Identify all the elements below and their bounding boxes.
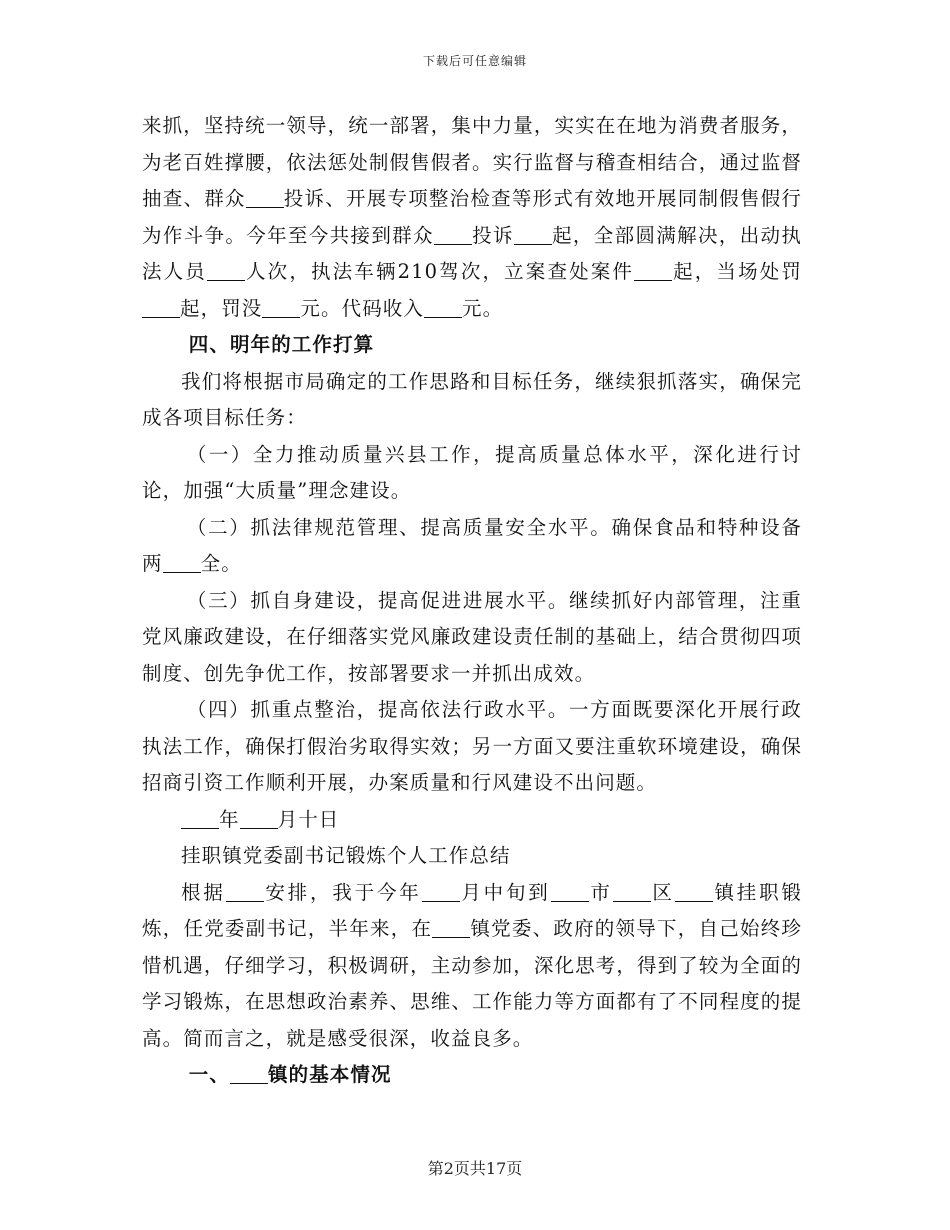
blank: [240, 808, 278, 829]
blank: [424, 297, 462, 318]
paragraph-plan-4: （四）抓重点整治，提高依法行政水平。一方面既要深化开展行政执法工作，确保打假治劣取得实效；另一方面又要注重软环境建设，确保招商引资工作顺利开展，办案质量和行风建设不出问题。: [142, 698, 802, 794]
paragraph-plan-2: （二）抓法律规范管理、提高质量安全水平。确保食品和特种设备两 全。: [142, 515, 802, 575]
document-title: 挂职镇党委副书记锻炼个人工作总结: [181, 844, 511, 867]
blank: [551, 881, 589, 902]
blank: [613, 881, 651, 902]
blank: [181, 808, 219, 829]
blank: [230, 1064, 268, 1085]
paragraph-enforcement: 来抓，坚持统一领导，统一部署，集中力量，实实在在地为消费者服务，为老百姓撑腰，依法惩处制假售假者。实行监督与稽查相结合，通过监督抽查、群众 投诉、开展专项整治检查等形式有效地开展同制假售假行为作斗争。今年至今共接到群众 投诉 起，全部圆满解决，出动执法人员 人次，执法车辆210驾次，立案查处案件 起，当场处罚起，罚没 元。代码收入 元。: [142, 114, 803, 320]
blank: [246, 188, 284, 209]
page-number: 第2页共17页: [427, 1159, 523, 1178]
section-heading-plan: 四、明年的工作打算: [188, 333, 375, 356]
blank: [262, 297, 300, 318]
blank: [422, 881, 460, 902]
section-heading-basic-info: 一、 镇的基本情况: [188, 1063, 392, 1086]
date-line: 年 月十日: [142, 802, 802, 839]
blank: [142, 297, 180, 318]
blank: [207, 261, 245, 282]
blank: [634, 261, 672, 282]
paragraph-plan-1: （一）全力推动质量兴县工作，提高质量总体水平，深化进行讨论，加强“大质量”理念建设。: [142, 442, 802, 502]
page-header: 下载后可任意编辑: [422, 54, 527, 68]
blank: [432, 918, 470, 939]
blank: [226, 881, 264, 902]
paragraph-plan-intro: 我们将根据市局确定的工作思路和目标任务，继续狠抓落实，确保完成各项目标任务：: [142, 369, 802, 429]
document-body: [142, 108, 802, 1094]
blank: [434, 224, 472, 245]
blank: [675, 881, 713, 902]
blank: [163, 553, 201, 574]
paragraph-plan-3: （三）抓自身建设，提高促进进展水平。继续抓好内部管理，注重党风廉政建设，在仔细落实党风廉政建设责任制的基础上，结合贯彻四项制度、创先争优工作，按部署要求一并抓出成效。: [142, 588, 802, 685]
paragraph-intro: 根据 安排，我于今年 月中旬到 市 区 镇挂职锻炼，任党委副书记，半年来，在 镇党委、政府的领导下，自己始终珍惜机遇，仔细学习，积极调研，主动参加，深化思考，得到了较为全面的学习锻炼，在思想政治素养、思维、工作能力等方面都有了不同程度的提高。简而言之，就是感受很深，收益良多。: [142, 880, 802, 1050]
blank: [514, 224, 552, 245]
